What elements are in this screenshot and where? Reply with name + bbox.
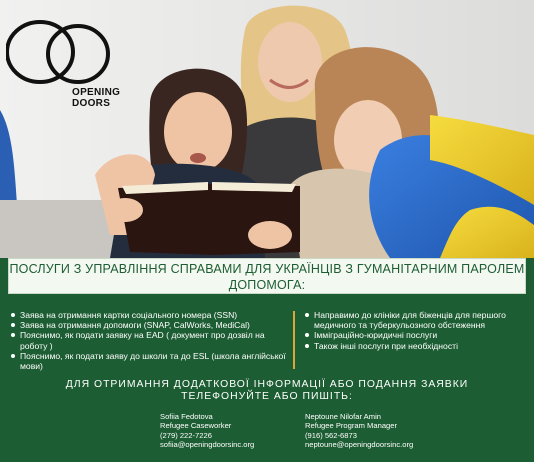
column-divider bbox=[293, 311, 295, 369]
service-item: Імміграційно-юридичні послуги bbox=[304, 330, 522, 340]
cta-line-1: ДЛЯ ОТРИМАННЯ ДОДАТКОВОЇ ІНФОРМАЦІЇ АБО ПОДАННЯ ЗАЯВКИ bbox=[65, 379, 469, 390]
service-item: Заява на отримання картки соціального номера (SSN) bbox=[10, 310, 286, 320]
logo-line-1: OPENING bbox=[72, 87, 121, 98]
contact-role: Refugee Caseworker bbox=[160, 421, 232, 431]
contact-card-sofiia bbox=[160, 412, 254, 450]
logo-line-2: DOORS bbox=[72, 98, 111, 109]
contact-name: Neptoune Nilofar Amin bbox=[305, 412, 381, 421]
contact-card-neptoune bbox=[305, 412, 413, 450]
contact-phone[interactable]: (916) 562-6873 bbox=[305, 430, 357, 440]
banner-line-1: ПОСЛУГИ З УПРАВЛІННЯ СПРАВАМИ ДЛЯ УКРАЇНЦІВ З ГУМАНІТАРНИМ ПАРОЛЕМ bbox=[9, 262, 525, 276]
services-list-right bbox=[304, 310, 522, 351]
service-item: Заява на отримання допомоги (SNAP, CalWorks, MediCal) bbox=[10, 320, 286, 330]
service-item: Пояснимо, як подати заяву до школи та до ESL (школа англійської мови) bbox=[10, 351, 286, 371]
service-item: Пояснимо, як подати заявку на EAD ( документ про дозвіл на роботу ) bbox=[10, 330, 286, 350]
logo-wordmark bbox=[72, 87, 120, 109]
banner-line-2: ДОПОМОГА: bbox=[228, 278, 306, 292]
contact-phone[interactable]: (279) 222-7226 bbox=[160, 430, 212, 440]
service-item: Також інші послуги при необхідності bbox=[304, 341, 522, 351]
services-list-left bbox=[10, 310, 286, 371]
services-title-banner bbox=[8, 258, 526, 294]
cta-line-2: ТЕЛЕФОНУЙТЕ АБО ПИШІТЬ: bbox=[181, 391, 353, 402]
contact-name: Sofiia Fedotova bbox=[160, 412, 213, 421]
contact-email[interactable]: neptoune@openingdoorsinc.org bbox=[305, 440, 414, 450]
contact-email[interactable]: sofiia@openingdoorsinc.org bbox=[160, 440, 255, 450]
service-item: Направимо до клініки для біженців для першого медичного та туберкульозного обстеження bbox=[304, 310, 522, 330]
contact-role: Refugee Program Manager bbox=[305, 421, 398, 431]
contact-call-to-action bbox=[0, 379, 534, 403]
